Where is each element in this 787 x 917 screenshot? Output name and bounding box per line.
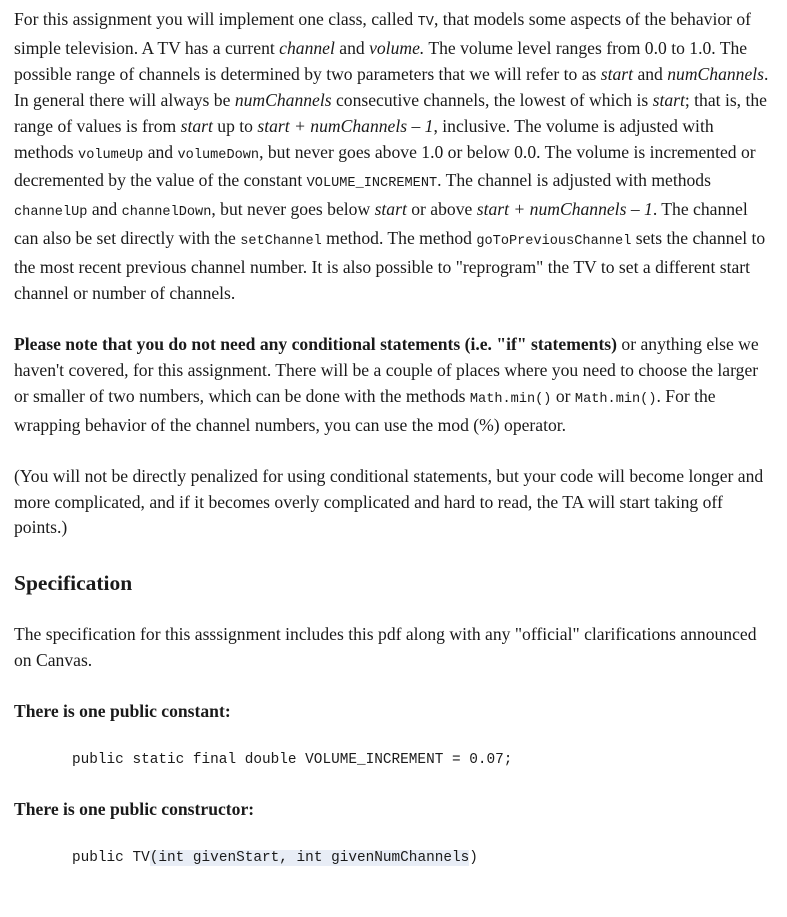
code-volumedown: volumeDown xyxy=(177,147,260,163)
constructor-code xyxy=(72,847,776,869)
intro-paragraph xyxy=(14,7,776,307)
text: and xyxy=(633,63,668,84)
emphasis-range: start + numChannels – 1 xyxy=(476,199,653,220)
code-math-min: Math.min() xyxy=(469,391,552,407)
text: and xyxy=(87,199,122,220)
bold-note: Please note that you do not need any conditional statements (i.e. "if" statements) xyxy=(14,333,618,354)
code-text: ) xyxy=(469,849,478,866)
emphasis-volume: volume. xyxy=(369,37,425,58)
code-channeldown: channelDown xyxy=(121,205,212,221)
emphasis-range: start + numChannels – 1 xyxy=(257,115,434,136)
section-heading: Specification xyxy=(14,571,133,596)
code-channelup: channelUp xyxy=(14,205,88,221)
text: . The channel is adjusted with methods xyxy=(437,170,711,191)
emphasis-start: start xyxy=(652,89,685,110)
code-volume-increment: VOLUME_INCREMENT xyxy=(306,176,438,192)
constant-label: There is one public constant: xyxy=(14,701,231,722)
text: . The channel can also be set directly with the xyxy=(14,199,748,249)
text: , inclusive. The volume is adjusted with methods xyxy=(14,115,714,162)
text: up to xyxy=(212,115,258,136)
emphasis-start: start xyxy=(374,199,407,220)
text: or xyxy=(551,385,575,406)
code-text: public TV xyxy=(72,849,150,866)
text: method. The method xyxy=(321,228,477,249)
code-setchannel: setChannel xyxy=(240,234,322,250)
code-highlight: (int givenStart, int givenNumChannels xyxy=(149,849,470,866)
text: . In general there will always be xyxy=(14,63,769,110)
constructor-label: There is one public constructor: xyxy=(14,799,255,820)
constant-code: public static final double VOLUME_INCREMENT = 0.07; xyxy=(72,752,513,769)
text: or anything else we haven't covered, for this assignment. There will be a couple of places where you need to choose the larger or smaller of two numbers, which can be done with the methods xyxy=(14,333,759,406)
emphasis-start: start xyxy=(180,115,213,136)
code-gotopreviouschannel: goToPreviousChannel xyxy=(476,234,632,250)
code-tv: TV xyxy=(417,15,434,30)
emphasis-numchannels: numChannels xyxy=(667,63,765,84)
text: consecutive channels, the lowest of which is xyxy=(331,89,653,110)
text: and xyxy=(143,141,178,162)
spec-paragraph: The specification for this asssignment includes this pdf along with any "official" clarifications announced on Canvas. xyxy=(14,624,757,671)
emphasis-start: start xyxy=(600,63,634,84)
note-paragraph xyxy=(14,332,776,439)
text: , but never goes above 1.0 or below 0.0. The volume is incremented or decremented by the value of the constant xyxy=(14,141,756,191)
code-math-min: Math.min() xyxy=(574,391,657,407)
text: , but never goes below xyxy=(211,199,375,220)
emphasis-channel: channel xyxy=(279,37,335,58)
penalty-paragraph: (You will not be directly penalized for using conditional statements, but your code will become longer and more complicated, and if it becomes overly complicated and hard to read, the TA will start taking off points.) xyxy=(14,465,764,538)
text: The volume level ranges from 0.0 to 1.0. The possible range of channels is determined by two parameters that we will refer to as xyxy=(14,37,748,84)
document-page xyxy=(14,7,776,869)
text: For this assignment you will implement one class, called xyxy=(14,9,418,29)
code-volumeup: volumeUp xyxy=(78,147,144,163)
emphasis-numchannels: numChannels xyxy=(234,89,332,110)
text: sets the channel to the most recent previous channel number. It is also possible to "reprogram" the TV to set a different start channel or number of channels. xyxy=(14,228,766,304)
text: . For the wrapping behavior of the channel numbers, you can use the mod (%) operator. xyxy=(14,385,716,435)
text: or above xyxy=(406,199,477,220)
text: ; that is, the range of values is from xyxy=(14,89,767,136)
text: , that models some aspects of the behavior of simple television. A TV has a current xyxy=(14,9,752,58)
text: and xyxy=(334,37,370,58)
